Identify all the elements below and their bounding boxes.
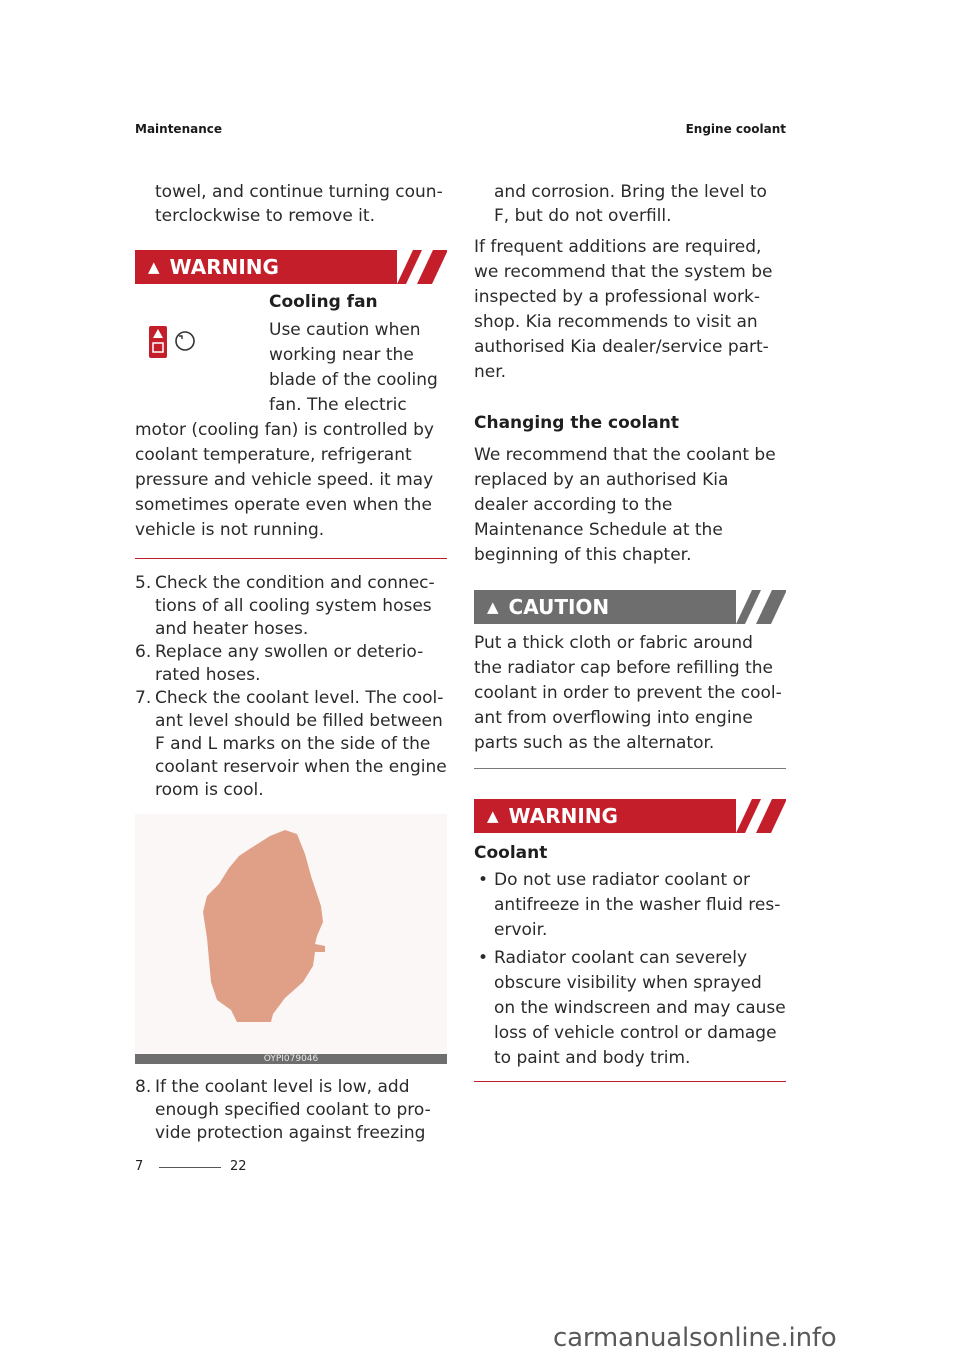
warning-banner-cooling-fan: [135, 250, 447, 284]
steps-list: [135, 572, 447, 802]
intro-continuation: towel, and continue turning coun-terclockwise to remove it.: [155, 182, 443, 226]
topic-header: Engine coolant: [685, 122, 786, 136]
warning-line-4: fan. The electric: [269, 395, 407, 415]
warning-label: WARNING: [508, 804, 618, 828]
step-text: Check the condition and connec-tions of all cooling system hoses and heater hoses.: [155, 573, 435, 639]
step-number: 8.: [135, 1077, 152, 1097]
caution-text: Put a thick cloth or fabric around the radiator cap before refilling the coolant in order to prevent the cool-ant from overflowing into engine parts such as the alternator.: [474, 633, 782, 753]
stripe-decoration-icon: [736, 799, 786, 833]
list-item: [474, 868, 786, 943]
warning-triangle-icon: ▲: [487, 807, 499, 825]
changing-coolant-heading: Changing the coolant: [474, 413, 679, 433]
caution-banner: [474, 590, 786, 624]
warning-line-3: blade of the cooling: [269, 370, 438, 390]
step-number: 6.: [135, 642, 152, 662]
chapter-number: 7: [135, 1159, 144, 1174]
warning-banner-coolant: [474, 799, 786, 833]
coolant-reservoir-figure: [135, 814, 447, 1064]
warning-text: motor (cooling fan) is controlled by coolant temperature, refrigerant pressure and vehicle speed. it may sometimes operate even when the vehicle is not running.: [135, 420, 434, 540]
right-column: [474, 180, 786, 1082]
warning-line-2: working near the: [269, 345, 414, 365]
figure-code: OYPI079046: [135, 1054, 447, 1064]
stripe-decoration-icon: [736, 590, 786, 624]
caution-triangle-icon: ▲: [487, 598, 499, 616]
stripe-decoration-icon: [397, 250, 447, 284]
step-number: 5.: [135, 573, 152, 593]
list-item: [135, 687, 447, 802]
bullet-text: Do not use radiator coolant or antifreeze in the washer fluid res-ervoir.: [494, 870, 781, 940]
warning-line-1: Use caution when: [269, 320, 421, 340]
warning-end-rule: [474, 1081, 786, 1082]
step-text: If the coolant level is low, add enough specified coolant to pro-vide protection against freezing: [155, 1077, 431, 1143]
warning-title: Coolant: [474, 843, 548, 863]
list-item: [135, 572, 447, 641]
frequent-additions-paragraph: If frequent additions are required, we recommend that the system be inspected by a professional work-shop. Kia recommends to visit an authorised Kia dealer/service part-ner.: [474, 237, 773, 382]
step-text: Replace any swollen or deterio-rated hoses.: [155, 642, 424, 685]
cooling-fan-warning-icon: [135, 326, 195, 360]
changing-coolant-text: We recommend that the coolant be replaced by an authorised Kia dealer according to the Maintenance Schedule at the beginning of this chapter.: [474, 445, 776, 565]
list-item: [135, 1076, 447, 1145]
caution-end-rule: [474, 768, 786, 769]
warning-end-rule: [135, 558, 447, 559]
bullet-dot: •: [478, 948, 489, 968]
caution-label: CAUTION: [508, 595, 610, 619]
section-header: Maintenance: [135, 122, 223, 136]
left-column: [135, 180, 447, 1145]
bullet-dot: •: [478, 870, 489, 890]
list-item: [474, 946, 786, 1071]
watermark: carmanualsonline.info: [553, 1323, 837, 1353]
continuation-text: and corrosion. Bring the level to F, but do not overfill.: [494, 182, 767, 226]
step-text: Check the coolant level. The cool-ant level should be filled between F and L marks on the side of the coolant reservoir when the engine room is cool.: [155, 688, 447, 800]
warning-title: Cooling fan: [269, 292, 378, 312]
warning-triangle-icon: ▲: [148, 258, 160, 276]
footer-divider: [159, 1167, 221, 1168]
page-number: 22: [230, 1159, 247, 1174]
list-item: [135, 641, 447, 687]
reservoir-illustration: [135, 814, 447, 1054]
fan-icons: [135, 290, 269, 418]
step-number: 7.: [135, 688, 152, 708]
bullet-text: Radiator coolant can severely obscure visibility when sprayed on the windscreen and may cause loss of vehicle control or damage to paint and body trim.: [494, 948, 786, 1068]
warning-label: WARNING: [169, 255, 279, 279]
